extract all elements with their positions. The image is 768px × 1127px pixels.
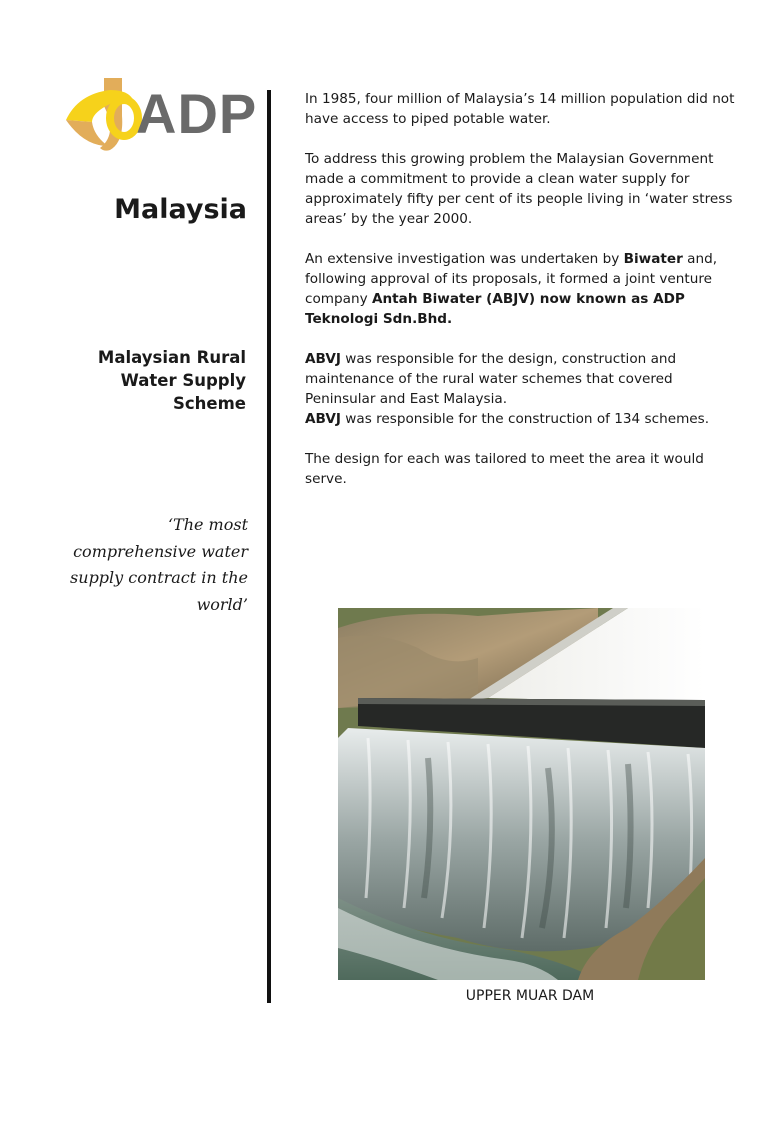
dam-photo [338, 608, 705, 980]
project-title: Malaysian Rural Water Supply Scheme [97, 348, 246, 413]
body-text [305, 89, 735, 509]
vertical-divider [267, 90, 271, 1003]
dam-photo-illustration [338, 608, 705, 980]
paragraph-investigation-text-2: and, following approval of its proposals, it formed a joint venture company [305, 251, 718, 307]
paragraph-responsibility-text: was responsible for the design, construction and maintenance of the rural water schemes that covered Peninsular and East Malaysia. [305, 351, 677, 407]
paragraph-government-commitment: To address this growing problem the Malaysian Government made a commitment to provide a clean water supply for approximately fifty per cent of its people living in ‘water stress areas’ by the year 2000. [305, 151, 733, 227]
paragraph-schemes [305, 409, 735, 429]
joint-venture-name: Antah Biwater (ABJV) now known as ADP Teknologi Sdn.Bhd. [305, 291, 685, 327]
paragraph-investigation-text: An extensive investigation was undertaken by [305, 251, 624, 267]
country-heading: Malaysia [114, 194, 247, 225]
paragraph-population: In 1985, four million of Malaysia’s 14 million population did not have access to piped potable water. [305, 91, 735, 127]
photo-caption: UPPER MUAR DAM [465, 988, 595, 1004]
paragraph-design: The design for each was tailored to meet the area it would serve. [305, 451, 704, 487]
abvj-name: ABVJ [305, 351, 341, 367]
logo-text: ADP [136, 82, 258, 145]
biwater-name: Biwater [623, 251, 683, 267]
adp-logo [64, 76, 260, 152]
abvj-name-2: ABVJ [305, 411, 341, 427]
paragraph-schemes-text: was responsible for the construction of 134 schemes. [340, 411, 710, 427]
paragraph-responsibility [305, 349, 735, 409]
paragraph-investigation [305, 249, 735, 329]
project-quote: ‘The most comprehensive water supply contract in the world’ [70, 515, 248, 614]
